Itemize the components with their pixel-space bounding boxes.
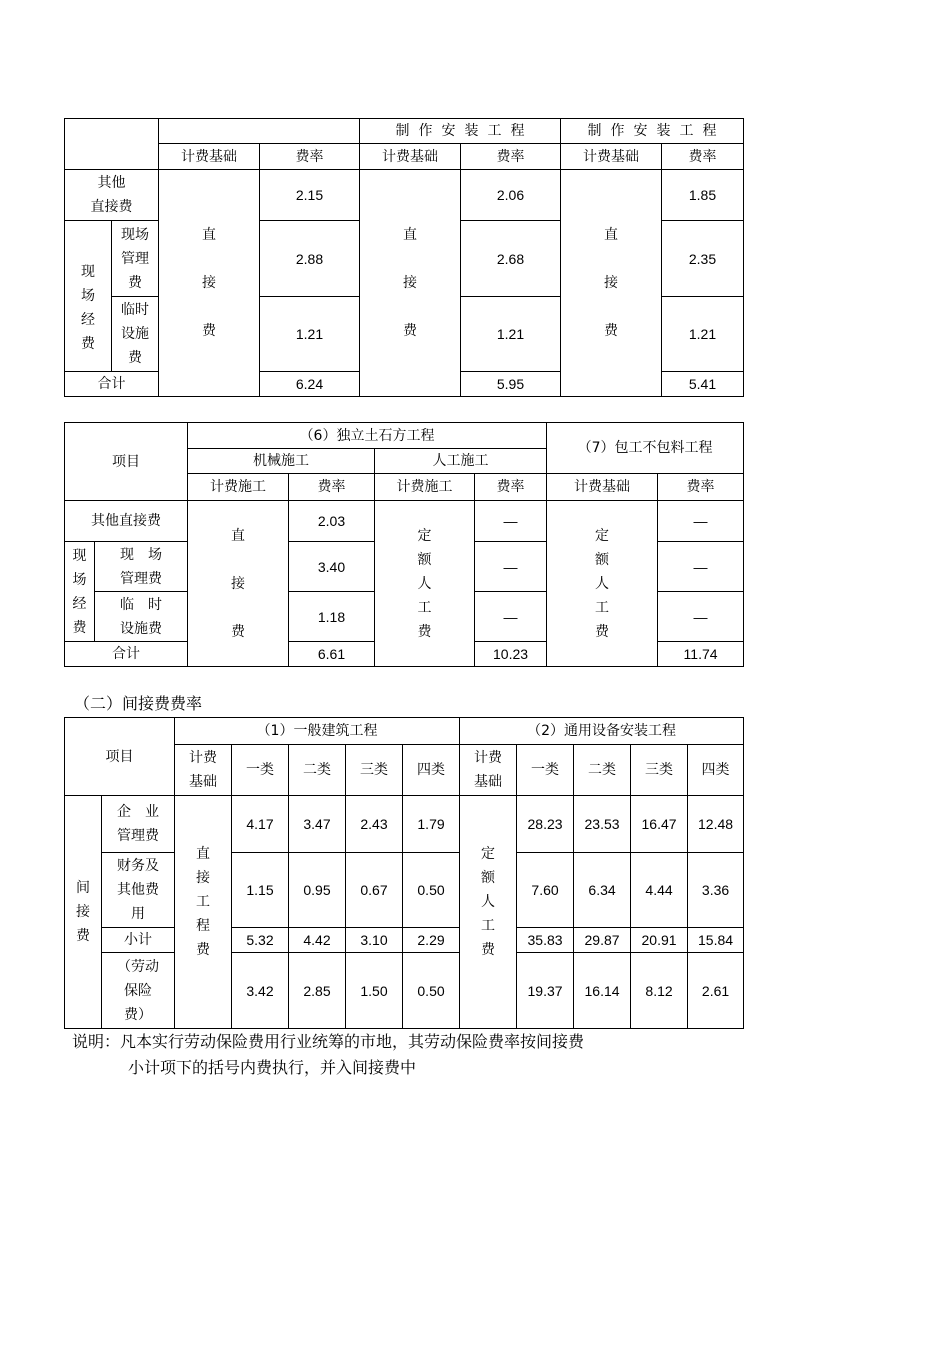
sub-header: 费率 xyxy=(475,474,547,501)
rate-value: — xyxy=(475,592,547,642)
rate-value: 1.21 xyxy=(260,297,360,372)
sub-header: 计费施工 xyxy=(188,474,289,501)
subtotal-value: 20.91 xyxy=(631,928,688,953)
base-header: 计费 基础 xyxy=(460,745,517,796)
rate-value: — xyxy=(658,592,744,642)
class-header: 三类 xyxy=(346,745,403,796)
sub-header: 计费基础 xyxy=(159,144,260,170)
rate-value: 2.35 xyxy=(662,221,744,297)
rate-value: — xyxy=(475,542,547,592)
rate-value: 4.17 xyxy=(232,796,289,853)
group-header-2: 制作安装工程 xyxy=(360,119,561,144)
rate-value: 23.53 xyxy=(574,796,631,853)
group-header-2: （2）通用设备安装工程 xyxy=(460,718,744,745)
group-header-6: （6）独立土石方工程 xyxy=(188,423,547,449)
base-cell-labor: 定 额 人 工 费 xyxy=(547,501,658,667)
rate-value: 2.15 xyxy=(260,170,360,221)
rate-value: 7.60 xyxy=(517,853,574,928)
base-cell: 直 接 费 xyxy=(360,170,461,397)
base-cell-labor: 定 额 人 工 费 xyxy=(460,796,517,1029)
rate-value: 16.47 xyxy=(631,796,688,853)
class-header: 二类 xyxy=(289,745,346,796)
row-label-other: 其他 直接费 xyxy=(65,170,159,221)
rate-value: 2.43 xyxy=(346,796,403,853)
mech-header: 机械施工 xyxy=(188,449,375,474)
total-value: 5.95 xyxy=(461,372,561,397)
rate-value: 2.68 xyxy=(461,221,561,297)
rate-value: 2.06 xyxy=(461,170,561,221)
row-label-mgmt: 企 业 管理费 xyxy=(102,796,175,853)
rate-value: 1.50 xyxy=(346,953,403,1029)
rate-value: 1.21 xyxy=(662,297,744,372)
rate-value: 16.14 xyxy=(574,953,631,1029)
sub-header: 费率 xyxy=(662,144,744,170)
sub-header: 费率 xyxy=(461,144,561,170)
base-cell-labor: 定 额 人 工 费 xyxy=(375,501,475,667)
base-header: 计费 基础 xyxy=(175,745,232,796)
class-header: 二类 xyxy=(574,745,631,796)
subtotal-value: 4.42 xyxy=(289,928,346,953)
rate-value: 3.42 xyxy=(232,953,289,1029)
class-header: 四类 xyxy=(403,745,460,796)
total-value: 6.61 xyxy=(289,642,375,667)
rate-value: 6.34 xyxy=(574,853,631,928)
total-value: 5.41 xyxy=(662,372,744,397)
subtotal-value: 3.10 xyxy=(346,928,403,953)
total-value: 10.23 xyxy=(475,642,547,667)
rate-value: 3.47 xyxy=(289,796,346,853)
row-label-mgmt: 现场 管理 费 xyxy=(112,221,159,297)
base-cell-direct: 直 接 费 xyxy=(188,501,289,667)
subtotal-value: 29.87 xyxy=(574,928,631,953)
row-label-labor-insurance: （劳动 保险 费） xyxy=(102,953,175,1029)
rate-value: 2.85 xyxy=(289,953,346,1029)
class-header: 一类 xyxy=(517,745,574,796)
rate-value: 2.88 xyxy=(260,221,360,297)
rate-table-1 xyxy=(64,118,744,397)
group-label-site: 现 场 经 费 xyxy=(65,221,112,372)
total-value: 6.24 xyxy=(260,372,360,397)
rate-value: — xyxy=(475,501,547,542)
row-label-subtotal: 小计 xyxy=(102,928,175,953)
group-header-7: （7）包工不包料工程 xyxy=(547,423,744,474)
subtotal-value: 5.32 xyxy=(232,928,289,953)
sub-header: 费率 xyxy=(260,144,360,170)
row-label-finance: 财务及 其他费 用 xyxy=(102,853,175,928)
rate-value: — xyxy=(658,501,744,542)
item-header: 项目 xyxy=(65,718,175,796)
group-header-1: （1）一般建筑工程 xyxy=(175,718,460,745)
rate-value: 0.50 xyxy=(403,953,460,1029)
row-label-mgmt: 现 场 管理费 xyxy=(95,542,188,592)
base-cell: 直 接 费 xyxy=(561,170,662,397)
sub-header: 计费基础 xyxy=(547,474,658,501)
subtotal-value: 2.29 xyxy=(403,928,460,953)
row-label-other: 其他直接费 xyxy=(65,501,188,542)
subtotal-value: 35.83 xyxy=(517,928,574,953)
subtotal-value: 15.84 xyxy=(688,928,744,953)
rate-value: 19.37 xyxy=(517,953,574,1029)
group-header-1 xyxy=(159,119,360,144)
sub-header: 费率 xyxy=(289,474,375,501)
rate-value: — xyxy=(658,542,744,592)
class-header: 四类 xyxy=(688,745,744,796)
class-header: 三类 xyxy=(631,745,688,796)
rate-value: 2.03 xyxy=(289,501,375,542)
sub-header: 计费基础 xyxy=(360,144,461,170)
rate-value: 28.23 xyxy=(517,796,574,853)
rate-value: 0.95 xyxy=(289,853,346,928)
rate-value: 1.15 xyxy=(232,853,289,928)
note-line-1: 说明：凡本实行劳动保险费用行业统筹的市地，其劳动保险费率按间接费 xyxy=(72,1032,585,1051)
sub-header: 费率 xyxy=(658,474,744,501)
rate-value: 0.50 xyxy=(403,853,460,928)
item-header: 项目 xyxy=(65,423,188,501)
rate-value: 8.12 xyxy=(631,953,688,1029)
sub-header: 计费基础 xyxy=(561,144,662,170)
section-title: （二）间接费费率 xyxy=(74,694,203,713)
row-label-temp: 临 时 设施费 xyxy=(95,592,188,642)
sub-header: 计费施工 xyxy=(375,474,475,501)
total-value: 11.74 xyxy=(658,642,744,667)
rate-value: 1.18 xyxy=(289,592,375,642)
rate-value: 12.48 xyxy=(688,796,744,853)
base-cell-direct: 直 接 工 程 费 xyxy=(175,796,232,1029)
group-label-site: 现 场 经 费 xyxy=(65,542,95,642)
row-label-temp: 临时 设施 费 xyxy=(112,297,159,372)
rate-value: 1.85 xyxy=(662,170,744,221)
note-line-2: 小计项下的括号内费执行，并入间接费中 xyxy=(128,1058,417,1077)
row-label-total: 合计 xyxy=(65,642,188,667)
group-label-indirect: 间 接 费 xyxy=(65,796,102,1029)
corner-cell xyxy=(65,119,159,170)
rate-value: 3.40 xyxy=(289,542,375,592)
indirect-rate-table xyxy=(64,717,744,1029)
rate-value: 0.67 xyxy=(346,853,403,928)
rate-table-2 xyxy=(64,422,744,667)
manual-header: 人工施工 xyxy=(375,449,547,474)
rate-value: 3.36 xyxy=(688,853,744,928)
rate-value: 2.61 xyxy=(688,953,744,1029)
rate-value: 1.79 xyxy=(403,796,460,853)
base-cell: 直 接 费 xyxy=(159,170,260,397)
rate-value: 4.44 xyxy=(631,853,688,928)
row-label-total: 合计 xyxy=(65,372,159,397)
group-header-3: 制作安装工程 xyxy=(561,119,744,144)
class-header: 一类 xyxy=(232,745,289,796)
rate-value: 1.21 xyxy=(461,297,561,372)
